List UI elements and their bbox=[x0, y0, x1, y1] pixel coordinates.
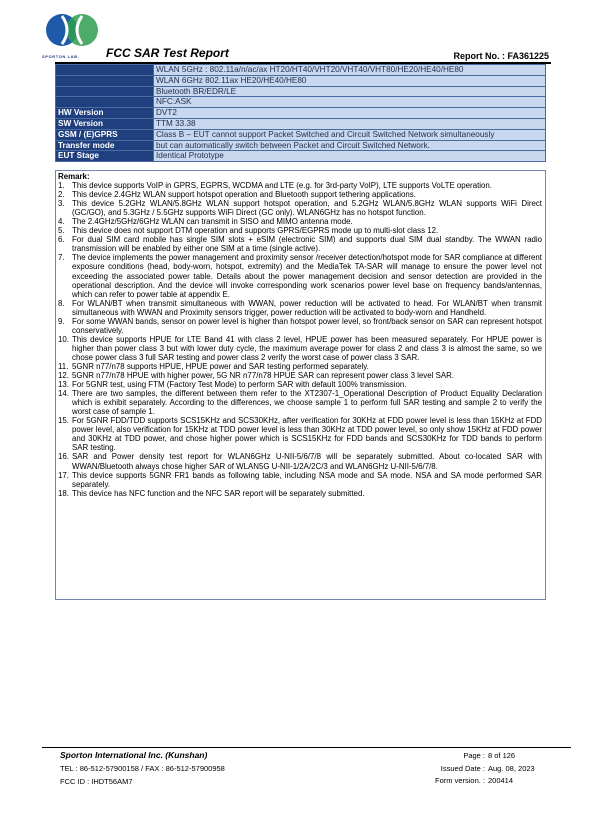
remark-item bbox=[58, 217, 542, 226]
sporton-logo-icon bbox=[42, 8, 104, 56]
spec-row-hw bbox=[56, 108, 546, 119]
remark-text: This device 5.2GHz WLAN/5.8GHz WLAN support hotspot operation, and 5.2GHz WLAN/5.8GHz WLAN supports WiFi Direct (GC/GO), and 5.3GHz / 5.5GHz supports WiFi Direct (GC only). WLAN6GHz has no hotspot function. bbox=[72, 199, 542, 218]
remark-text: This device supports 5GNR FR1 bands as following table, including NSA mode and SA mode. NSA and SA mode performed SAR separately. bbox=[72, 470, 542, 489]
remark-number: 16. bbox=[58, 452, 69, 462]
remark-text: For some WWAN bands, sensor on power level is higher than hotspot power level, so front/back sensor on SAR can represent hotspot conservatively. bbox=[72, 316, 542, 335]
remark-text: 5GNR n77/n78 supports HPUE, HPUE power and SAR testing performed separately. bbox=[72, 361, 369, 371]
remark-number: 14. bbox=[58, 389, 69, 399]
spec-value-wlan5: WLAN 5GHz : 802.11a/n/ac/ax HT20/HT40/VHT20/VHT40/VHT80/HE20/HE40/HE80 bbox=[154, 65, 546, 76]
footer-page bbox=[432, 751, 515, 760]
remark-text: For WLAN/BT when transmit simultaneous with WWAN, power reduction will be activated to head. For WLAN/BT when transmit simultaneous with WWAN and Proximity sensors trigger, power reduction will be activated to body-worn and Handheld. bbox=[72, 298, 542, 317]
remark-text: For 5GNR FDD/TDD supports SCS15KHz and SCS30KHz, after verification for 30KHz at FDD power level is less than 15KHz at FDD power level, also verification for 15KHz at TDD power level is less than 30KHz at TDD power level, so only show 15KHz at FDD power and 30KHz at TDD power, and chose higher power which is SCS15KHz for FDD bands and SCS30KHz for TDD bands to perform SAR testing. bbox=[72, 416, 542, 453]
spec-row-wlan5 bbox=[56, 65, 546, 76]
remark-text: For dual SIM card mobile has single SIM slots + eSIM (electronic SIM) and supports dual SIM dual standby. The WWAN radio transmission will be enabled by either one SIM at a time (single active). bbox=[72, 235, 542, 254]
remark-text: This device does not support DTM operation and supports GPRS/EGPRS mode up to multi-slot class 12. bbox=[72, 226, 439, 236]
remark-number: 10. bbox=[58, 334, 69, 344]
logo-caption: SPORTON LAB. bbox=[42, 54, 80, 59]
spec-label-empty bbox=[56, 97, 154, 108]
remark-item bbox=[58, 190, 542, 199]
footer-tel-fax: TEL : 86-512-57900158 / FAX : 86-512-57900958 bbox=[60, 764, 225, 773]
remarks-box bbox=[55, 170, 546, 600]
remark-number: 4. bbox=[58, 217, 65, 227]
footer-page-value: 8 of 126 bbox=[488, 751, 516, 760]
footer-form-value: 200414 bbox=[488, 776, 514, 785]
remark-number: 1. bbox=[58, 181, 65, 191]
report-number: Report No. : FA361225 bbox=[453, 51, 549, 61]
spec-label-empty bbox=[56, 75, 154, 86]
remark-text: This device supports HPUE for LTE Band 41 with class 2 level, HPUE power has been measured separately. For HPUE power is higher than power class 3 but with lower duty cycle, the maximum average power for class 2 and class 3 is almost the same, so we chose power class 3 full SAR testing and power class 2 verify the worst case of power class 3 SAR. bbox=[72, 334, 542, 362]
spec-value-stage: Identical Prototype bbox=[154, 151, 546, 162]
spec-value-bt: Bluetooth BR/EDR/LE bbox=[154, 86, 546, 97]
remark-item bbox=[58, 235, 542, 253]
remark-item bbox=[58, 299, 542, 317]
spec-value-nfc: NFC:ASK bbox=[154, 97, 546, 108]
remark-text: For 5GNR test, using FTM (Factory Test Mode) to perform SAR with default 100% transmission. bbox=[72, 380, 407, 390]
remark-item bbox=[58, 471, 542, 489]
remark-number: 15. bbox=[58, 416, 69, 426]
footer-form bbox=[432, 776, 513, 785]
spec-value-transfer: but can automatically switch between Packet and Circuit Switched Network. bbox=[154, 140, 546, 151]
remark-item bbox=[58, 389, 542, 416]
remark-item bbox=[58, 181, 542, 190]
remark-item bbox=[58, 362, 542, 371]
remark-item bbox=[58, 199, 542, 217]
footer-divider bbox=[42, 747, 571, 748]
remark-number: 6. bbox=[58, 235, 65, 245]
footer-fcc-id: FCC ID : IHDT56AM7 bbox=[60, 777, 133, 786]
spec-label-sw: SW Version bbox=[56, 118, 154, 129]
footer-form-label: Form version. : bbox=[434, 776, 485, 785]
spec-row-transfer bbox=[56, 140, 546, 151]
remark-item bbox=[58, 416, 542, 452]
remark-item bbox=[58, 335, 542, 362]
remark-number: 11. bbox=[58, 361, 69, 371]
remark-number: 9. bbox=[58, 316, 65, 326]
remark-item bbox=[58, 253, 542, 298]
footer-issued bbox=[432, 764, 535, 773]
remark-text: The device implements the power management and proximity sensor /receiver detection/hotspot mode for SAR compliance at different exposure conditions (head, body-worn, hotspot, extremity) and the MediaTek TA-SAR will manage to ensure the power level not exceeding the associated power table. Details about the power management decision and sensor detection are provided in the operational description. And the device will invoke corresponding work scenarios power level base on frequency bands/antennas, which can refer to power table at appendix E. bbox=[72, 253, 542, 299]
remark-number: 5. bbox=[58, 226, 65, 236]
spec-row-stage bbox=[56, 151, 546, 162]
spec-value-gsm: Class B – EUT cannot support Packet Switched and Circuit Switched Network simultaneously bbox=[154, 129, 546, 140]
spec-label-hw: HW Version bbox=[56, 108, 154, 119]
spec-value-sw: TTM 33.38 bbox=[154, 118, 546, 129]
spec-value-hw: DVT2 bbox=[154, 108, 546, 119]
remark-item bbox=[58, 489, 542, 498]
remark-item bbox=[58, 371, 542, 380]
footer-issued-label: Issued Date : bbox=[440, 764, 485, 773]
spec-table bbox=[55, 64, 546, 162]
spec-row-wlan6 bbox=[56, 75, 546, 86]
spec-label-empty bbox=[56, 65, 154, 76]
spec-label-transfer: Transfer mode bbox=[56, 140, 154, 151]
footer-issued-value: Aug. 08, 2023 bbox=[488, 764, 535, 773]
remark-text: There are two samples, the different between them refer to the XT2307-1_Operational Description of Product Equality Declaration which is exhibit separately. According to the differences, we choose sample 1 to perform full SAR testing and sample 2 to verify the worst case of sample 1. bbox=[72, 389, 542, 417]
remark-text: This device has NFC function and the NFC SAR report will be separately submitted. bbox=[72, 488, 365, 498]
spec-row-sw bbox=[56, 118, 546, 129]
spec-label-stage: EUT Stage bbox=[56, 151, 154, 162]
spec-row-nfc bbox=[56, 97, 546, 108]
remark-item bbox=[58, 452, 542, 470]
remarks-list bbox=[58, 181, 542, 498]
spec-label-gsm: GSM / (E)GPRS bbox=[56, 129, 154, 140]
remark-number: 7. bbox=[58, 253, 65, 263]
remark-number: 13. bbox=[58, 380, 69, 390]
spec-label-empty bbox=[56, 86, 154, 97]
remark-text: The 2.4GHz/5GHz/6GHz WLAN can transmit in SISO and MIMO antenna mode. bbox=[72, 217, 353, 227]
remark-number: 8. bbox=[58, 298, 65, 308]
remark-text: SAR and Power density test report for WLAN6GHz U-NII-5/6/7/8 will be separately submitted. About co-located SAR with WWAN/Bluetooth always chose higher SAR of WLAN5G U-NII-1/2A/2C/3 and WLAN6GHz U-NII-5/6/7/8. bbox=[72, 452, 542, 471]
remark-item bbox=[58, 317, 542, 335]
spec-row-bt bbox=[56, 86, 546, 97]
spec-row-gsm bbox=[56, 129, 546, 140]
remark-number: 18. bbox=[58, 488, 69, 498]
remark-item bbox=[58, 380, 542, 389]
remark-number: 12. bbox=[58, 371, 69, 381]
remark-item bbox=[58, 226, 542, 235]
remark-text: This device 2.4GHz WLAN support hotspot operation and Bluetooth support tethering applications. bbox=[72, 190, 416, 200]
spec-value-wlan6: WLAN 6GHz 802.11ax HE20/HE40/HE80 bbox=[154, 75, 546, 86]
remark-number: 17. bbox=[58, 470, 69, 480]
remark-text: This device supports VoIP in GPRS, EGPRS, WCDMA and LTE (e.g. for 3rd-party VoIP), LTE supports VoLTE operation. bbox=[72, 181, 492, 191]
footer-page-label: Page : bbox=[463, 751, 485, 760]
remark-number: 2. bbox=[58, 190, 65, 200]
remark-text: 5GNR n77/n78 HPUE with higher power, 5G NR n77/n78 HPUE SAR can represent power class 3 level SAR. bbox=[72, 371, 455, 381]
remarks-title: Remark: bbox=[58, 172, 90, 181]
remark-number: 3. bbox=[58, 199, 65, 209]
footer-company: Sporton International Inc. (Kunshan) bbox=[60, 750, 208, 760]
report-title: FCC SAR Test Report bbox=[106, 46, 229, 60]
